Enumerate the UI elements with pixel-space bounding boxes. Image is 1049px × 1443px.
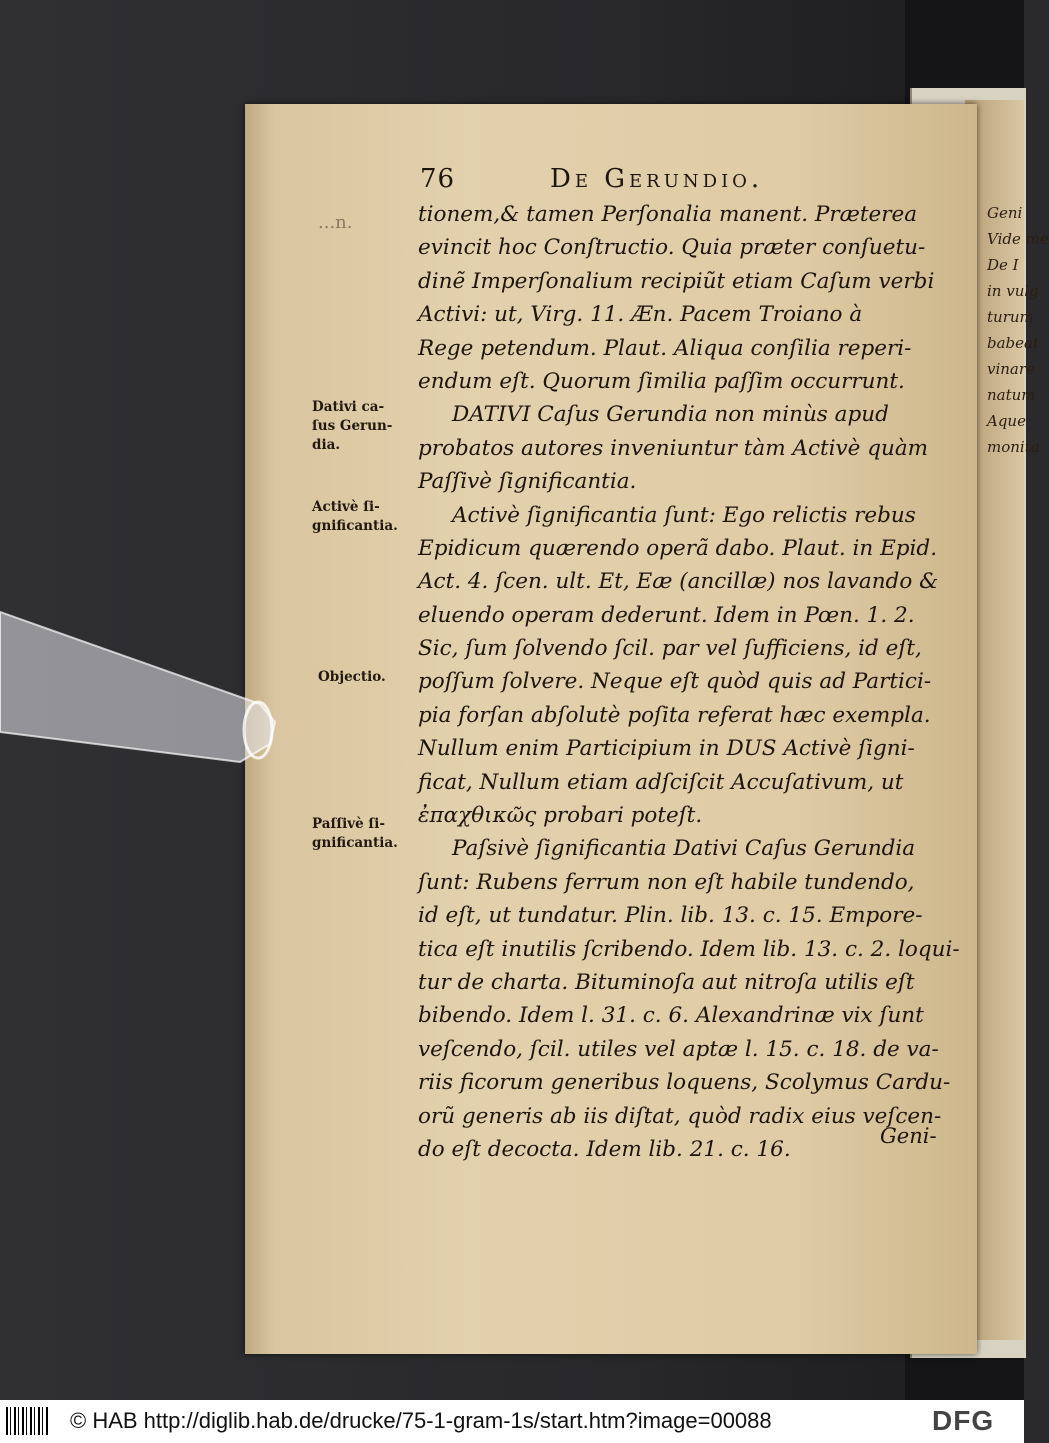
footer-link[interactable]: © HAB http://diglib.hab.de/drucke/75-1-gram-1s/start.htm?image=00088 [70,1408,772,1433]
page-number: 76 [420,164,456,194]
text-line: ἐπαχθικῶς probari poteſt. [418,803,703,829]
marginal-note [318,668,386,687]
note-line: Dativi ca- [312,399,385,415]
marginal-note [312,498,398,536]
note-line: dia. [312,437,341,453]
text-line: veſcendo, ſcil. utiles vel aptæ l. 15. c. 18. de va- [418,1036,939,1062]
text-line: endum eſt. Quorum ſimilia paſſim occurrunt. [418,368,905,394]
note-line: gnificantia. [312,518,398,534]
facing-line: babeat [987,334,1039,352]
catchword: Geni- [880,1124,937,1148]
body-text [418,198,960,1166]
text-line: tur de charta. Bituminoſa aut nitroſa utilis eſt [418,969,915,995]
text-line: pia forſan abſolutè poſita referat hæc exempla. [418,702,931,728]
marginal-note [312,815,398,853]
text-line: bibendo. Idem l. 31. c. 6. Alexandrinæ vix ſunt [418,1003,924,1029]
text-line: tionem,& tamen Perſonalia manent. Præterea [418,202,918,227]
note-line: Objectio. [318,669,386,685]
barcode-icon [6,1407,48,1435]
text-line: do eſt decocta. Idem lib. 21. c. 16. [418,1136,791,1162]
text-line: Paſſivè ſignificantia. [418,469,637,495]
text-line: dinẽ Imperſonalium recipiũt etiam Caſum verbi [418,268,935,294]
facing-line: Geni [987,204,1023,222]
text-line: orũ generis ab iis diſtat, quòd radix eius veſcen- [418,1103,942,1129]
facing-line: monita [987,438,1040,456]
facing-line: turum [987,308,1034,326]
text-line: Act. 4. ſcen. ult. Et, Eæ (ancillæ) nos lavando & [418,569,939,595]
text-line: ficat, Nullum etiam adſciſcit Accuſativum, ut [418,769,904,795]
text-line: Sic, ſum ſolvendo ſcil. par vel ſufficiens, id eſt, [418,636,922,662]
footer-bar [0,1400,1024,1443]
text-line: Rege petendum. Plaut. Aliqua conſilia reperi- [418,335,912,361]
text-line: probatos autores inveniuntur tàm Activè quàm [418,435,929,461]
marginal-note [312,398,392,455]
facing-line: De I [987,256,1019,274]
facing-line: natum [987,386,1036,404]
note-line: Activè ſi- [312,499,380,515]
facing-line: in vulg [987,282,1039,300]
text-line: evincit hoc Conſtructio. Quia præter conſuetu- [418,235,926,261]
text-line: Activè ſignificantia ſunt: Ego relictis rebus [452,502,916,528]
text-line: riis ficorum generibus loquens, Scolymus Cardu- [418,1070,951,1096]
text-line: Activi: ut, Virg. 11. Æn. Pacem Troiano à [418,302,863,328]
note-line: gnificantia. [312,835,398,851]
text-line: id eſt, ut tundatur. Plin. lib. 13. c. 15. Empore- [418,903,923,929]
text-line: tica eſt inutilis ſcribendo. Idem lib. 13. c. 2. loqui- [418,936,960,962]
note-line: Paſſivè ſi- [312,816,385,832]
text-line: DATIVI Caſus Gerundia non minùs apud [452,402,889,428]
page-header [420,160,840,200]
text-line: eluendo operam dederunt. Idem in Pœn. 1. 2. [418,602,915,628]
margin-fragment: ...n. [318,212,353,233]
text-line: Nullum enim Participium in DUS Activè ſigni- [418,736,915,762]
text-line: Paſsivè ſignificantia Dativi Caſus Gerundia [452,836,916,862]
note-line: ſus Gerun- [312,418,393,434]
facing-line: Aque [987,412,1026,430]
facing-line: Vide me [987,230,1049,248]
text-line: ſunt: Rubens ferrum non eſt habile tundendo, [418,869,915,895]
dfg-logo: DFG [932,1405,995,1436]
facing-line: vinare [987,360,1035,378]
text-line: Epidicum quærendo operã dabo. Plaut. in Epid. [418,535,938,561]
running-title: De Gerundio. [550,164,764,194]
text-line: poſſum ſolvere. Neque eſt quòd quis ad Partici- [418,669,932,695]
clear-page-holder-strap [0,612,275,762]
